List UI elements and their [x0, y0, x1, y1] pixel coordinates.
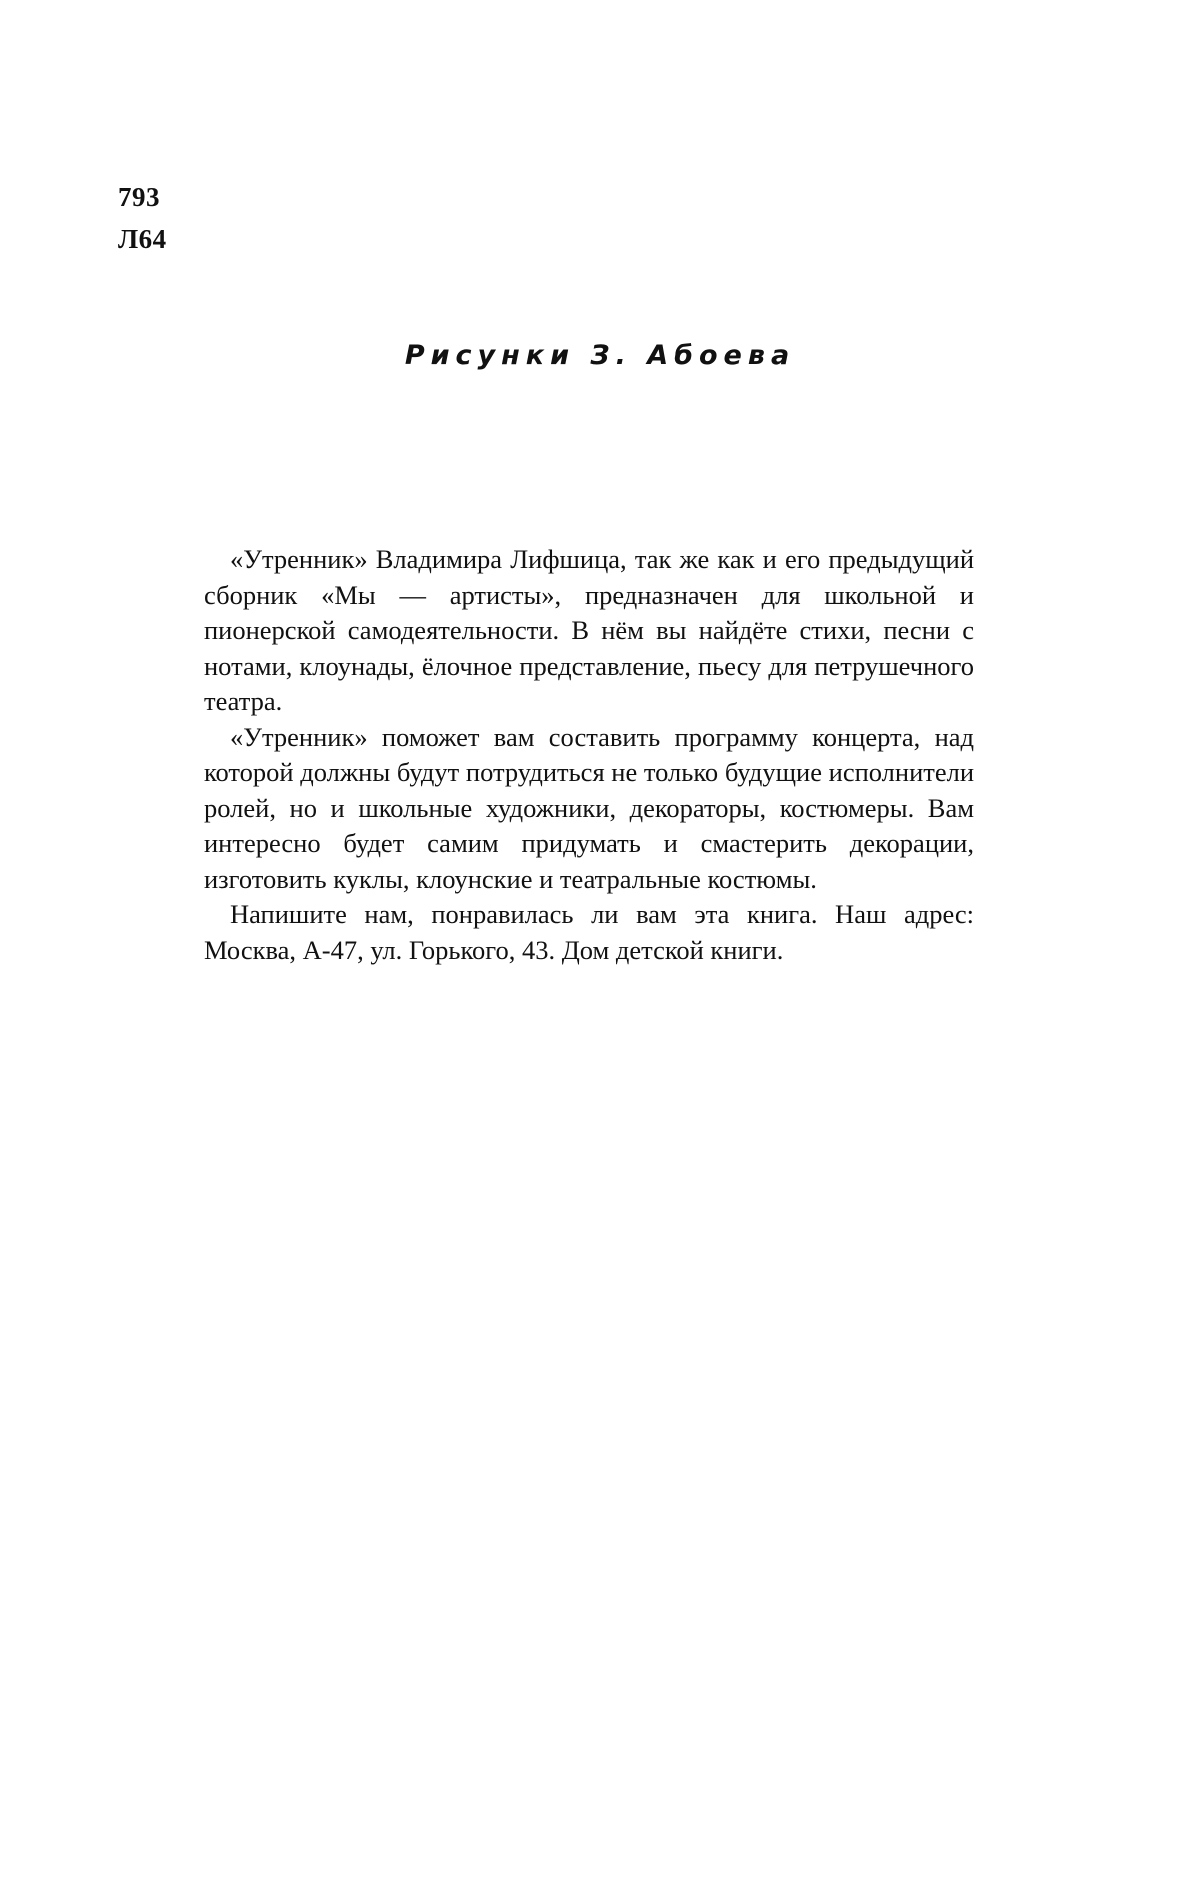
annotation-paragraph: Напишите нам, понравилась ли вам эта книга. Наш адрес: Москва, А-47, ул. Горького, 43. Дом детской книги.	[204, 899, 974, 965]
annotation-paragraph: «Утренник» Владимира Лифшица, так же как и его предыдущий сборник «Мы — артисты», предназначен для школьной и пионерской самодеятельности. В нём вы найдёте стихи, песни с нотами, клоунады, ёлочное представление, пьесу для петрушечного театра.	[204, 544, 974, 716]
udc-code: 793	[118, 182, 160, 212]
annotation-paragraph: «Утренник» поможет вам составить программу концерта, над которой должны будут потрудиться не только будущие исполнители ролей, но и школьные художники, декораторы, костюмеры. Вам интересно будет самим придумать и смастерить декорации, изготовить куклы, клоунские и театральные костюмы.	[204, 721, 974, 894]
library-classification	[118, 176, 167, 260]
illustrator-credit: Рисунки З. Абоева	[404, 340, 796, 371]
book-annotation	[204, 542, 974, 968]
author-mark: Л64	[118, 224, 167, 254]
